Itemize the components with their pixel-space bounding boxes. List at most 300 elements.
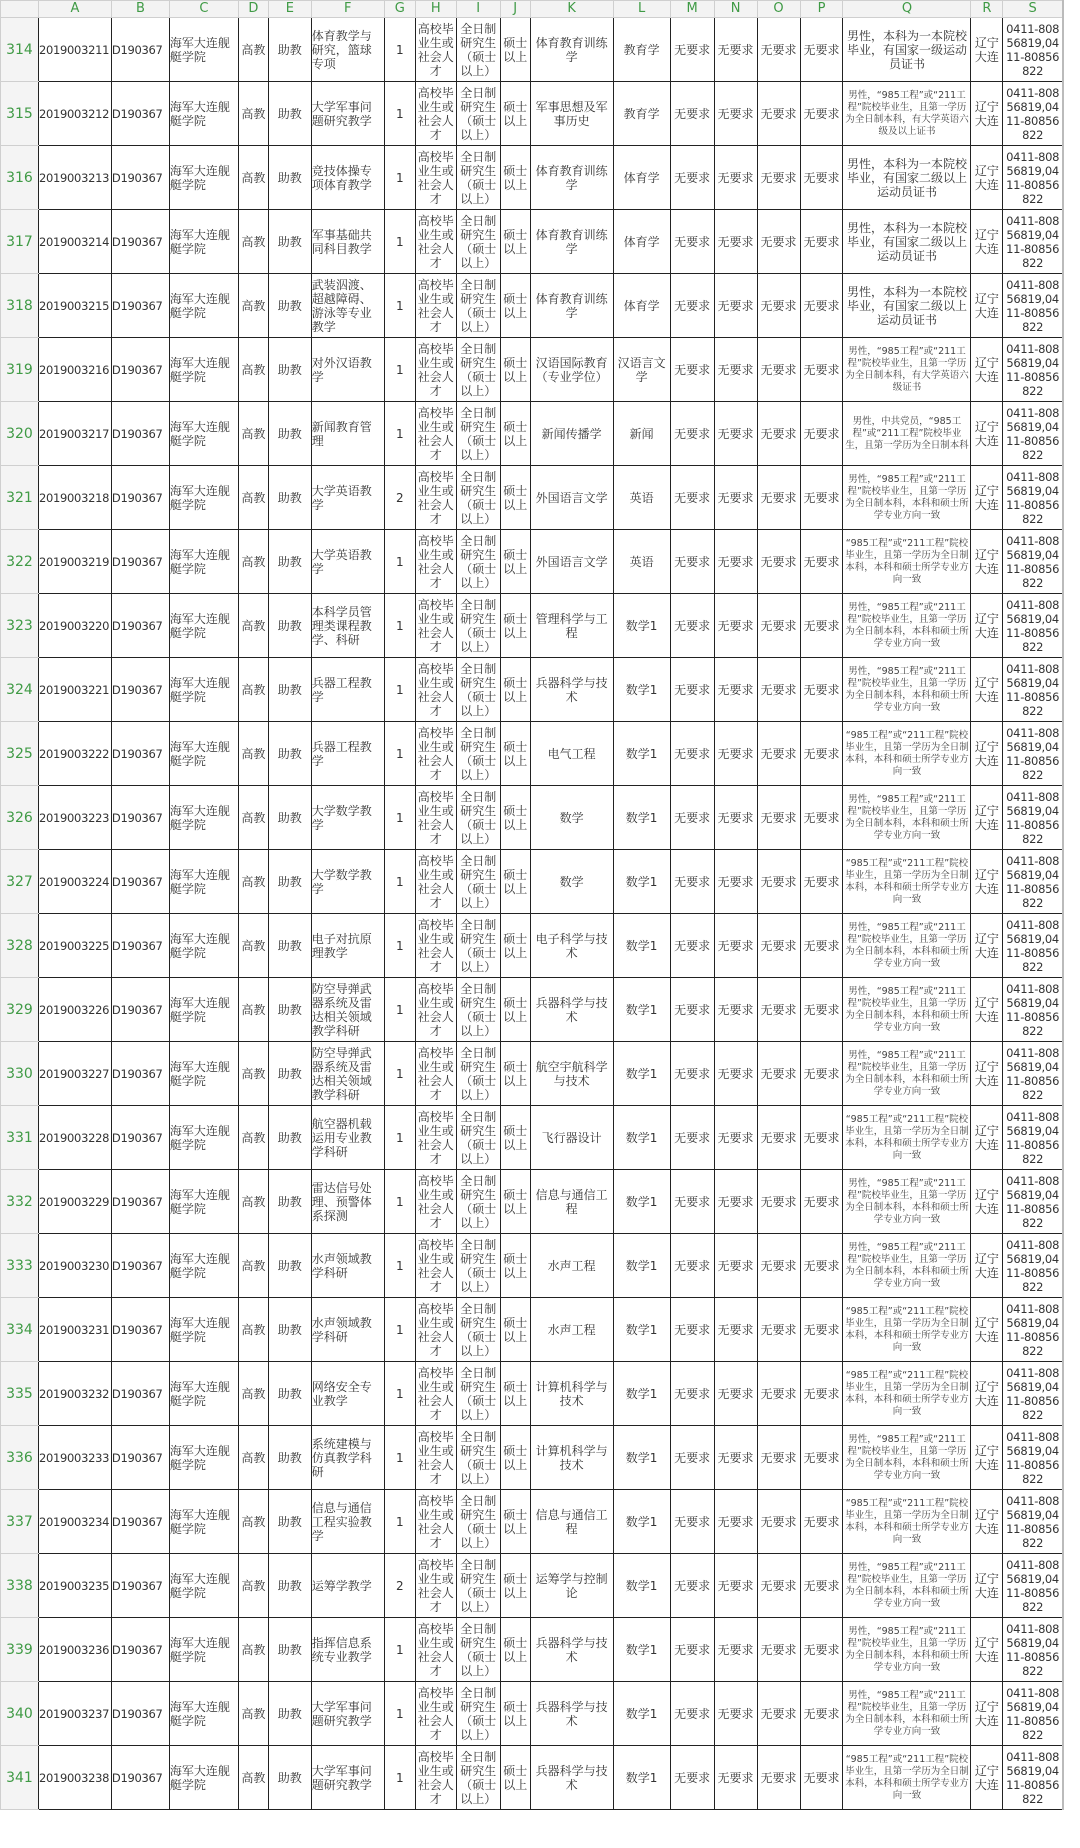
cell-major[interactable]: 体育教育训练学 bbox=[530, 210, 613, 274]
cell-position[interactable]: 大学军事问题研究教学 bbox=[311, 1682, 384, 1746]
row-header[interactable]: 327 bbox=[1, 850, 39, 914]
cell-req-n[interactable]: 无要求 bbox=[714, 1426, 757, 1490]
cell-req-m[interactable]: 无要求 bbox=[670, 978, 714, 1042]
column-header-K[interactable]: K bbox=[530, 1, 613, 18]
cell-degree[interactable]: 硕士以上 bbox=[500, 1106, 530, 1170]
select-all-corner[interactable] bbox=[1, 1, 39, 18]
cell-degree[interactable]: 硕士以上 bbox=[500, 274, 530, 338]
cell-education[interactable]: 全日制研究生（硕士以上） bbox=[456, 1362, 500, 1426]
cell-req-m[interactable]: 无要求 bbox=[670, 146, 714, 210]
cell-title[interactable]: 助教 bbox=[268, 1746, 311, 1810]
cell-title[interactable]: 助教 bbox=[268, 1106, 311, 1170]
cell-position[interactable]: 网络安全专业教学 bbox=[311, 1362, 384, 1426]
cell-count[interactable]: 1 bbox=[384, 1234, 415, 1298]
cell-location[interactable]: 辽宁大连 bbox=[971, 18, 1003, 82]
cell-location[interactable]: 辽宁大连 bbox=[971, 786, 1003, 850]
cell-title[interactable]: 助教 bbox=[268, 146, 311, 210]
cell-education[interactable]: 全日制研究生（硕士以上） bbox=[456, 18, 500, 82]
cell-other-req[interactable]: “985工程”或“211工程”院校毕业生，且第一学历为全日制本科，本科和硕士所学专业方向一致 bbox=[843, 850, 971, 914]
cell-source[interactable]: 高校毕业生或社会人才 bbox=[415, 914, 456, 978]
cell-unit[interactable]: 海军大连舰艇学院 bbox=[169, 1618, 238, 1682]
cell-count[interactable]: 1 bbox=[384, 1426, 415, 1490]
cell-major[interactable]: 运筹学与控制论 bbox=[530, 1554, 613, 1618]
cell-req-p[interactable]: 无要求 bbox=[800, 1426, 843, 1490]
cell-location[interactable]: 辽宁大连 bbox=[971, 1042, 1003, 1106]
cell-unit[interactable]: 海军大连舰艇学院 bbox=[169, 18, 238, 82]
cell-req-n[interactable]: 无要求 bbox=[714, 594, 757, 658]
cell-other-req[interactable]: 男性，“985工程”或“211工程”院校毕业生，且第一学历为全日制本科，本科和硕士所学专业方向一致 bbox=[843, 658, 971, 722]
cell-id[interactable]: 2019003223 bbox=[38, 786, 111, 850]
row-header[interactable]: 340 bbox=[1, 1682, 39, 1746]
cell-type[interactable]: 高教 bbox=[238, 466, 268, 530]
cell-location[interactable]: 辽宁大连 bbox=[971, 722, 1003, 786]
cell-req-o[interactable]: 无要求 bbox=[757, 210, 800, 274]
cell-req-o[interactable]: 无要求 bbox=[757, 1554, 800, 1618]
cell-degree[interactable]: 硕士以上 bbox=[500, 594, 530, 658]
cell-code[interactable]: D190367 bbox=[111, 786, 169, 850]
cell-req-o[interactable]: 无要求 bbox=[757, 82, 800, 146]
cell-req-n[interactable]: 无要求 bbox=[714, 1362, 757, 1426]
cell-id[interactable]: 2019003224 bbox=[38, 850, 111, 914]
cell-req-p[interactable]: 无要求 bbox=[800, 338, 843, 402]
cell-req-p[interactable]: 无要求 bbox=[800, 658, 843, 722]
cell-code[interactable]: D190367 bbox=[111, 1362, 169, 1426]
cell-phone[interactable]: 0411-80856819,0411-80856822 bbox=[1003, 466, 1063, 530]
cell-education[interactable]: 全日制研究生（硕士以上） bbox=[456, 1234, 500, 1298]
cell-degree[interactable]: 硕士以上 bbox=[500, 722, 530, 786]
cell-code[interactable]: D190367 bbox=[111, 1554, 169, 1618]
cell-position[interactable]: 系统建模与仿真教学科研 bbox=[311, 1426, 384, 1490]
cell-major[interactable]: 飞行器设计 bbox=[530, 1106, 613, 1170]
cell-req-m[interactable]: 无要求 bbox=[670, 1554, 714, 1618]
cell-position[interactable]: 大学军事问题研究教学 bbox=[311, 82, 384, 146]
column-header-D[interactable]: D bbox=[238, 1, 268, 18]
cell-position[interactable]: 大学数学教学 bbox=[311, 786, 384, 850]
cell-position[interactable]: 水声领域教学科研 bbox=[311, 1298, 384, 1362]
cell-req-o[interactable]: 无要求 bbox=[757, 978, 800, 1042]
cell-position[interactable]: 水声领域教学科研 bbox=[311, 1234, 384, 1298]
cell-phone[interactable]: 0411-80856819,0411-80856822 bbox=[1003, 914, 1063, 978]
cell-position[interactable]: 对外汉语教学 bbox=[311, 338, 384, 402]
cell-position[interactable]: 兵器工程教学 bbox=[311, 722, 384, 786]
cell-other-req[interactable]: 男性，本科为一本院校毕业，有国家二级以上运动员证书 bbox=[843, 274, 971, 338]
cell-req-n[interactable]: 无要求 bbox=[714, 274, 757, 338]
cell-major[interactable]: 兵器科学与技术 bbox=[530, 1682, 613, 1746]
cell-position[interactable]: 武装泅渡、超越障碍、游泳等专业教学 bbox=[311, 274, 384, 338]
cell-major[interactable]: 电子科学与技术 bbox=[530, 914, 613, 978]
cell-source[interactable]: 高校毕业生或社会人才 bbox=[415, 658, 456, 722]
cell-title[interactable]: 助教 bbox=[268, 850, 311, 914]
cell-degree[interactable]: 硕士以上 bbox=[500, 1682, 530, 1746]
column-header-M[interactable]: M bbox=[670, 1, 714, 18]
row-header[interactable]: 335 bbox=[1, 1362, 39, 1426]
column-header-S[interactable]: S bbox=[1003, 1, 1063, 18]
cell-req-m[interactable]: 无要求 bbox=[670, 1618, 714, 1682]
cell-req-p[interactable]: 无要求 bbox=[800, 1106, 843, 1170]
row-header[interactable]: 326 bbox=[1, 786, 39, 850]
cell-phone[interactable]: 0411-80856819,0411-80856822 bbox=[1003, 1426, 1063, 1490]
cell-unit[interactable]: 海军大连舰艇学院 bbox=[169, 1682, 238, 1746]
cell-title[interactable]: 助教 bbox=[268, 1170, 311, 1234]
cell-exam-subject[interactable]: 数学1 bbox=[613, 1170, 670, 1234]
column-header-F[interactable]: F bbox=[311, 1, 384, 18]
cell-req-p[interactable]: 无要求 bbox=[800, 82, 843, 146]
cell-exam-subject[interactable]: 数学1 bbox=[613, 1298, 670, 1362]
cell-count[interactable]: 1 bbox=[384, 210, 415, 274]
cell-other-req[interactable]: “985工程”或“211工程”院校毕业生，且第一学历为全日制本科，本科和硕士所学专业方向一致 bbox=[843, 530, 971, 594]
cell-req-p[interactable]: 无要求 bbox=[800, 274, 843, 338]
cell-phone[interactable]: 0411-80856819,0411-80856822 bbox=[1003, 1682, 1063, 1746]
cell-major[interactable]: 计算机科学与技术 bbox=[530, 1362, 613, 1426]
cell-other-req[interactable]: 男性，“985工程”或“211工程”院校毕业生，且第一学历为全日制本科，有大学英语六级证书 bbox=[843, 338, 971, 402]
cell-unit[interactable]: 海军大连舰艇学院 bbox=[169, 1746, 238, 1810]
cell-title[interactable]: 助教 bbox=[268, 1042, 311, 1106]
cell-type[interactable]: 高教 bbox=[238, 146, 268, 210]
cell-unit[interactable]: 海军大连舰艇学院 bbox=[169, 850, 238, 914]
cell-type[interactable]: 高教 bbox=[238, 82, 268, 146]
cell-count[interactable]: 1 bbox=[384, 530, 415, 594]
row-header[interactable]: 333 bbox=[1, 1234, 39, 1298]
cell-req-m[interactable]: 无要求 bbox=[670, 850, 714, 914]
cell-type[interactable]: 高教 bbox=[238, 1554, 268, 1618]
cell-req-p[interactable]: 无要求 bbox=[800, 722, 843, 786]
cell-req-m[interactable]: 无要求 bbox=[670, 1426, 714, 1490]
cell-phone[interactable]: 0411-80856819,0411-80856822 bbox=[1003, 978, 1063, 1042]
cell-code[interactable]: D190367 bbox=[111, 1618, 169, 1682]
cell-type[interactable]: 高教 bbox=[238, 1746, 268, 1810]
cell-code[interactable]: D190367 bbox=[111, 274, 169, 338]
cell-source[interactable]: 高校毕业生或社会人才 bbox=[415, 82, 456, 146]
cell-exam-subject[interactable]: 教育学 bbox=[613, 18, 670, 82]
cell-education[interactable]: 全日制研究生（硕士以上） bbox=[456, 466, 500, 530]
cell-count[interactable]: 1 bbox=[384, 82, 415, 146]
cell-req-p[interactable]: 无要求 bbox=[800, 1042, 843, 1106]
cell-title[interactable]: 助教 bbox=[268, 1362, 311, 1426]
cell-exam-subject[interactable]: 数学1 bbox=[613, 594, 670, 658]
cell-req-o[interactable]: 无要求 bbox=[757, 914, 800, 978]
cell-phone[interactable]: 0411-80856819,0411-80856822 bbox=[1003, 1362, 1063, 1426]
cell-source[interactable]: 高校毕业生或社会人才 bbox=[415, 274, 456, 338]
cell-position[interactable]: 运筹学教学 bbox=[311, 1554, 384, 1618]
cell-other-req[interactable]: “985工程”或“211工程”院校毕业生，且第一学历为全日制本科，本科和硕士所学专业方向一致 bbox=[843, 1106, 971, 1170]
cell-degree[interactable]: 硕士以上 bbox=[500, 1042, 530, 1106]
cell-location[interactable]: 辽宁大连 bbox=[971, 1746, 1003, 1810]
row-header[interactable]: 332 bbox=[1, 1170, 39, 1234]
row-header[interactable]: 329 bbox=[1, 978, 39, 1042]
cell-degree[interactable]: 硕士以上 bbox=[500, 1234, 530, 1298]
cell-exam-subject[interactable]: 数学1 bbox=[613, 722, 670, 786]
column-header-R[interactable]: R bbox=[971, 1, 1003, 18]
cell-major[interactable]: 外国语言文学 bbox=[530, 530, 613, 594]
cell-count[interactable]: 1 bbox=[384, 1746, 415, 1810]
cell-source[interactable]: 高校毕业生或社会人才 bbox=[415, 210, 456, 274]
cell-id[interactable]: 2019003236 bbox=[38, 1618, 111, 1682]
cell-id[interactable]: 2019003221 bbox=[38, 658, 111, 722]
cell-major[interactable]: 兵器科学与技术 bbox=[530, 978, 613, 1042]
cell-position[interactable]: 指挥信息系统专业教学 bbox=[311, 1618, 384, 1682]
cell-unit[interactable]: 海军大连舰艇学院 bbox=[169, 594, 238, 658]
cell-req-o[interactable]: 无要求 bbox=[757, 1426, 800, 1490]
cell-major[interactable]: 体育教育训练学 bbox=[530, 274, 613, 338]
cell-count[interactable]: 1 bbox=[384, 1106, 415, 1170]
cell-location[interactable]: 辽宁大连 bbox=[971, 1106, 1003, 1170]
cell-req-m[interactable]: 无要求 bbox=[670, 530, 714, 594]
cell-count[interactable]: 1 bbox=[384, 594, 415, 658]
cell-degree[interactable]: 硕士以上 bbox=[500, 1170, 530, 1234]
cell-phone[interactable]: 0411-80856819,0411-80856822 bbox=[1003, 1170, 1063, 1234]
cell-source[interactable]: 高校毕业生或社会人才 bbox=[415, 1362, 456, 1426]
cell-unit[interactable]: 海军大连舰艇学院 bbox=[169, 786, 238, 850]
cell-location[interactable]: 辽宁大连 bbox=[971, 274, 1003, 338]
cell-unit[interactable]: 海军大连舰艇学院 bbox=[169, 978, 238, 1042]
cell-major[interactable]: 兵器科学与技术 bbox=[530, 1618, 613, 1682]
cell-id[interactable]: 2019003229 bbox=[38, 1170, 111, 1234]
cell-degree[interactable]: 硕士以上 bbox=[500, 530, 530, 594]
cell-other-req[interactable]: 男性，“985工程”或“211工程”院校毕业生，且第一学历为全日制本科，本科和硕士所学专业方向一致 bbox=[843, 1234, 971, 1298]
cell-exam-subject[interactable]: 数学1 bbox=[613, 786, 670, 850]
cell-req-m[interactable]: 无要求 bbox=[670, 722, 714, 786]
row-header[interactable]: 341 bbox=[1, 1746, 39, 1810]
cell-position[interactable]: 电子对抗原理教学 bbox=[311, 914, 384, 978]
column-header-C[interactable]: C bbox=[169, 1, 238, 18]
row-header[interactable]: 318 bbox=[1, 274, 39, 338]
cell-count[interactable]: 1 bbox=[384, 18, 415, 82]
cell-source[interactable]: 高校毕业生或社会人才 bbox=[415, 338, 456, 402]
cell-phone[interactable]: 0411-80856819,0411-80856822 bbox=[1003, 1554, 1063, 1618]
cell-req-n[interactable]: 无要求 bbox=[714, 1682, 757, 1746]
cell-count[interactable]: 1 bbox=[384, 786, 415, 850]
cell-count[interactable]: 1 bbox=[384, 1298, 415, 1362]
cell-education[interactable]: 全日制研究生（硕士以上） bbox=[456, 210, 500, 274]
cell-other-req[interactable]: 男性，“985工程”或“211工程”院校毕业生，且第一学历为全日制本科，本科和硕士所学专业方向一致 bbox=[843, 786, 971, 850]
cell-source[interactable]: 高校毕业生或社会人才 bbox=[415, 1554, 456, 1618]
cell-degree[interactable]: 硕士以上 bbox=[500, 978, 530, 1042]
cell-degree[interactable]: 硕士以上 bbox=[500, 402, 530, 466]
cell-id[interactable]: 2019003217 bbox=[38, 402, 111, 466]
cell-type[interactable]: 高教 bbox=[238, 1490, 268, 1554]
cell-code[interactable]: D190367 bbox=[111, 658, 169, 722]
cell-req-o[interactable]: 无要求 bbox=[757, 274, 800, 338]
cell-req-n[interactable]: 无要求 bbox=[714, 1042, 757, 1106]
cell-req-m[interactable]: 无要求 bbox=[670, 210, 714, 274]
cell-exam-subject[interactable]: 数学1 bbox=[613, 978, 670, 1042]
cell-req-p[interactable]: 无要求 bbox=[800, 1170, 843, 1234]
cell-degree[interactable]: 硕士以上 bbox=[500, 914, 530, 978]
cell-location[interactable]: 辽宁大连 bbox=[971, 1234, 1003, 1298]
cell-major[interactable]: 数学 bbox=[530, 850, 613, 914]
cell-req-o[interactable]: 无要求 bbox=[757, 786, 800, 850]
cell-count[interactable]: 1 bbox=[384, 402, 415, 466]
cell-source[interactable]: 高校毕业生或社会人才 bbox=[415, 1618, 456, 1682]
column-header-O[interactable]: O bbox=[757, 1, 800, 18]
cell-id[interactable]: 2019003230 bbox=[38, 1234, 111, 1298]
cell-code[interactable]: D190367 bbox=[111, 146, 169, 210]
cell-req-p[interactable]: 无要求 bbox=[800, 466, 843, 530]
cell-type[interactable]: 高教 bbox=[238, 402, 268, 466]
cell-title[interactable]: 助教 bbox=[268, 978, 311, 1042]
cell-unit[interactable]: 海军大连舰艇学院 bbox=[169, 658, 238, 722]
cell-source[interactable]: 高校毕业生或社会人才 bbox=[415, 722, 456, 786]
cell-major[interactable]: 信息与通信工程 bbox=[530, 1170, 613, 1234]
cell-req-o[interactable]: 无要求 bbox=[757, 402, 800, 466]
cell-exam-subject[interactable]: 数学1 bbox=[613, 1554, 670, 1618]
row-header[interactable]: 314 bbox=[1, 18, 39, 82]
cell-id[interactable]: 2019003211 bbox=[38, 18, 111, 82]
cell-source[interactable]: 高校毕业生或社会人才 bbox=[415, 18, 456, 82]
cell-count[interactable]: 1 bbox=[384, 658, 415, 722]
cell-req-n[interactable]: 无要求 bbox=[714, 978, 757, 1042]
cell-phone[interactable]: 0411-80856819,0411-80856822 bbox=[1003, 210, 1063, 274]
cell-education[interactable]: 全日制研究生（硕士以上） bbox=[456, 914, 500, 978]
cell-exam-subject[interactable]: 英语 bbox=[613, 466, 670, 530]
cell-req-o[interactable]: 无要求 bbox=[757, 146, 800, 210]
cell-phone[interactable]: 0411-80856819,0411-80856822 bbox=[1003, 338, 1063, 402]
cell-source[interactable]: 高校毕业生或社会人才 bbox=[415, 978, 456, 1042]
cell-source[interactable]: 高校毕业生或社会人才 bbox=[415, 530, 456, 594]
cell-source[interactable]: 高校毕业生或社会人才 bbox=[415, 1170, 456, 1234]
cell-code[interactable]: D190367 bbox=[111, 18, 169, 82]
cell-id[interactable]: 2019003218 bbox=[38, 466, 111, 530]
cell-education[interactable]: 全日制研究生（硕士以上） bbox=[456, 274, 500, 338]
cell-other-req[interactable]: 男性，“985工程”或“211工程”院校毕业生，且第一学历为全日制本科，本科和硕士所学专业方向一致 bbox=[843, 1426, 971, 1490]
cell-phone[interactable]: 0411-80856819,0411-80856822 bbox=[1003, 594, 1063, 658]
cell-major[interactable]: 电气工程 bbox=[530, 722, 613, 786]
cell-major[interactable]: 外国语言文学 bbox=[530, 466, 613, 530]
cell-major[interactable]: 数学 bbox=[530, 786, 613, 850]
cell-req-n[interactable]: 无要求 bbox=[714, 914, 757, 978]
cell-id[interactable]: 2019003216 bbox=[38, 338, 111, 402]
cell-id[interactable]: 2019003231 bbox=[38, 1298, 111, 1362]
cell-location[interactable]: 辽宁大连 bbox=[971, 146, 1003, 210]
cell-count[interactable]: 1 bbox=[384, 1682, 415, 1746]
cell-type[interactable]: 高教 bbox=[238, 1682, 268, 1746]
cell-unit[interactable]: 海军大连舰艇学院 bbox=[169, 1554, 238, 1618]
cell-education[interactable]: 全日制研究生（硕士以上） bbox=[456, 1682, 500, 1746]
cell-degree[interactable]: 硕士以上 bbox=[500, 1554, 530, 1618]
cell-code[interactable]: D190367 bbox=[111, 1170, 169, 1234]
cell-location[interactable]: 辽宁大连 bbox=[971, 402, 1003, 466]
cell-phone[interactable]: 0411-80856819,0411-80856822 bbox=[1003, 722, 1063, 786]
cell-degree[interactable]: 硕士以上 bbox=[500, 82, 530, 146]
cell-education[interactable]: 全日制研究生（硕士以上） bbox=[456, 1106, 500, 1170]
cell-education[interactable]: 全日制研究生（硕士以上） bbox=[456, 1170, 500, 1234]
cell-title[interactable]: 助教 bbox=[268, 210, 311, 274]
cell-title[interactable]: 助教 bbox=[268, 402, 311, 466]
cell-code[interactable]: D190367 bbox=[111, 402, 169, 466]
cell-req-o[interactable]: 无要求 bbox=[757, 722, 800, 786]
cell-position[interactable]: 信息与通信工程实验教学 bbox=[311, 1490, 384, 1554]
cell-title[interactable]: 助教 bbox=[268, 1554, 311, 1618]
cell-phone[interactable]: 0411-80856819,0411-80856822 bbox=[1003, 1746, 1063, 1810]
cell-other-req[interactable]: 男性，“985工程”或“211工程”院校毕业生，且第一学历为全日制本科，本科和硕士所学专业方向一致 bbox=[843, 1042, 971, 1106]
cell-req-m[interactable]: 无要求 bbox=[670, 594, 714, 658]
cell-type[interactable]: 高教 bbox=[238, 1618, 268, 1682]
cell-req-n[interactable]: 无要求 bbox=[714, 1746, 757, 1810]
cell-req-m[interactable]: 无要求 bbox=[670, 1298, 714, 1362]
cell-title[interactable]: 助教 bbox=[268, 786, 311, 850]
cell-title[interactable]: 助教 bbox=[268, 1682, 311, 1746]
cell-count[interactable]: 1 bbox=[384, 338, 415, 402]
cell-req-m[interactable]: 无要求 bbox=[670, 1170, 714, 1234]
cell-req-o[interactable]: 无要求 bbox=[757, 1042, 800, 1106]
cell-degree[interactable]: 硕士以上 bbox=[500, 338, 530, 402]
cell-degree[interactable]: 硕士以上 bbox=[500, 786, 530, 850]
cell-id[interactable]: 2019003235 bbox=[38, 1554, 111, 1618]
cell-title[interactable]: 助教 bbox=[268, 1618, 311, 1682]
cell-unit[interactable]: 海军大连舰艇学院 bbox=[169, 210, 238, 274]
cell-major[interactable]: 体育教育训练学 bbox=[530, 146, 613, 210]
cell-degree[interactable]: 硕士以上 bbox=[500, 1490, 530, 1554]
cell-location[interactable]: 辽宁大连 bbox=[971, 850, 1003, 914]
cell-count[interactable]: 1 bbox=[384, 1170, 415, 1234]
cell-education[interactable]: 全日制研究生（硕士以上） bbox=[456, 1618, 500, 1682]
cell-position[interactable]: 大学英语教学 bbox=[311, 466, 384, 530]
cell-id[interactable]: 2019003234 bbox=[38, 1490, 111, 1554]
cell-degree[interactable]: 硕士以上 bbox=[500, 1618, 530, 1682]
cell-other-req[interactable]: 男性，“985工程”或“211工程”院校毕业生，且第一学历为全日制本科，本科和硕士所学专业方向一致 bbox=[843, 978, 971, 1042]
cell-req-n[interactable]: 无要求 bbox=[714, 786, 757, 850]
cell-req-n[interactable]: 无要求 bbox=[714, 658, 757, 722]
cell-title[interactable]: 助教 bbox=[268, 338, 311, 402]
cell-position[interactable]: 新闻教育管理 bbox=[311, 402, 384, 466]
cell-req-n[interactable]: 无要求 bbox=[714, 722, 757, 786]
cell-position[interactable]: 军事基础共同科目教学 bbox=[311, 210, 384, 274]
row-header[interactable]: 320 bbox=[1, 402, 39, 466]
cell-req-p[interactable]: 无要求 bbox=[800, 978, 843, 1042]
column-header-Q[interactable]: Q bbox=[843, 1, 971, 18]
cell-req-m[interactable]: 无要求 bbox=[670, 274, 714, 338]
cell-req-o[interactable]: 无要求 bbox=[757, 1170, 800, 1234]
cell-req-m[interactable]: 无要求 bbox=[670, 1362, 714, 1426]
cell-education[interactable]: 全日制研究生（硕士以上） bbox=[456, 1746, 500, 1810]
cell-req-m[interactable]: 无要求 bbox=[670, 1682, 714, 1746]
cell-other-req[interactable]: 男性，“985工程”或“211工程”院校毕业生，且第一学历为全日制本科，本科和硕士所学专业方向一致 bbox=[843, 1170, 971, 1234]
cell-exam-subject[interactable]: 教育学 bbox=[613, 82, 670, 146]
cell-phone[interactable]: 0411-80856819,0411-80856822 bbox=[1003, 402, 1063, 466]
cell-req-m[interactable]: 无要求 bbox=[670, 1746, 714, 1810]
column-header-I[interactable]: I bbox=[456, 1, 500, 18]
cell-req-o[interactable]: 无要求 bbox=[757, 1490, 800, 1554]
column-header-P[interactable]: P bbox=[800, 1, 843, 18]
cell-type[interactable]: 高教 bbox=[238, 1362, 268, 1426]
cell-title[interactable]: 助教 bbox=[268, 1298, 311, 1362]
cell-req-m[interactable]: 无要求 bbox=[670, 18, 714, 82]
cell-degree[interactable]: 硕士以上 bbox=[500, 18, 530, 82]
cell-exam-subject[interactable]: 体育学 bbox=[613, 210, 670, 274]
cell-education[interactable]: 全日制研究生（硕士以上） bbox=[456, 82, 500, 146]
cell-req-p[interactable]: 无要求 bbox=[800, 786, 843, 850]
cell-req-o[interactable]: 无要求 bbox=[757, 1298, 800, 1362]
cell-unit[interactable]: 海军大连舰艇学院 bbox=[169, 82, 238, 146]
cell-code[interactable]: D190367 bbox=[111, 850, 169, 914]
cell-source[interactable]: 高校毕业生或社会人才 bbox=[415, 1298, 456, 1362]
cell-req-p[interactable]: 无要求 bbox=[800, 1746, 843, 1810]
cell-count[interactable]: 1 bbox=[384, 274, 415, 338]
cell-type[interactable]: 高教 bbox=[238, 1170, 268, 1234]
cell-degree[interactable]: 硕士以上 bbox=[500, 466, 530, 530]
cell-exam-subject[interactable]: 数学1 bbox=[613, 1490, 670, 1554]
cell-exam-subject[interactable]: 英语 bbox=[613, 530, 670, 594]
cell-unit[interactable]: 海军大连舰艇学院 bbox=[169, 1170, 238, 1234]
row-header[interactable]: 323 bbox=[1, 594, 39, 658]
cell-exam-subject[interactable]: 汉语言文学 bbox=[613, 338, 670, 402]
cell-other-req[interactable]: “985工程”或“211工程”院校毕业生，且第一学历为全日制本科，本科和硕士所学专业方向一致 bbox=[843, 722, 971, 786]
cell-req-m[interactable]: 无要求 bbox=[670, 786, 714, 850]
cell-title[interactable]: 助教 bbox=[268, 914, 311, 978]
cell-req-o[interactable]: 无要求 bbox=[757, 1746, 800, 1810]
cell-req-o[interactable]: 无要求 bbox=[757, 1362, 800, 1426]
cell-code[interactable]: D190367 bbox=[111, 1746, 169, 1810]
